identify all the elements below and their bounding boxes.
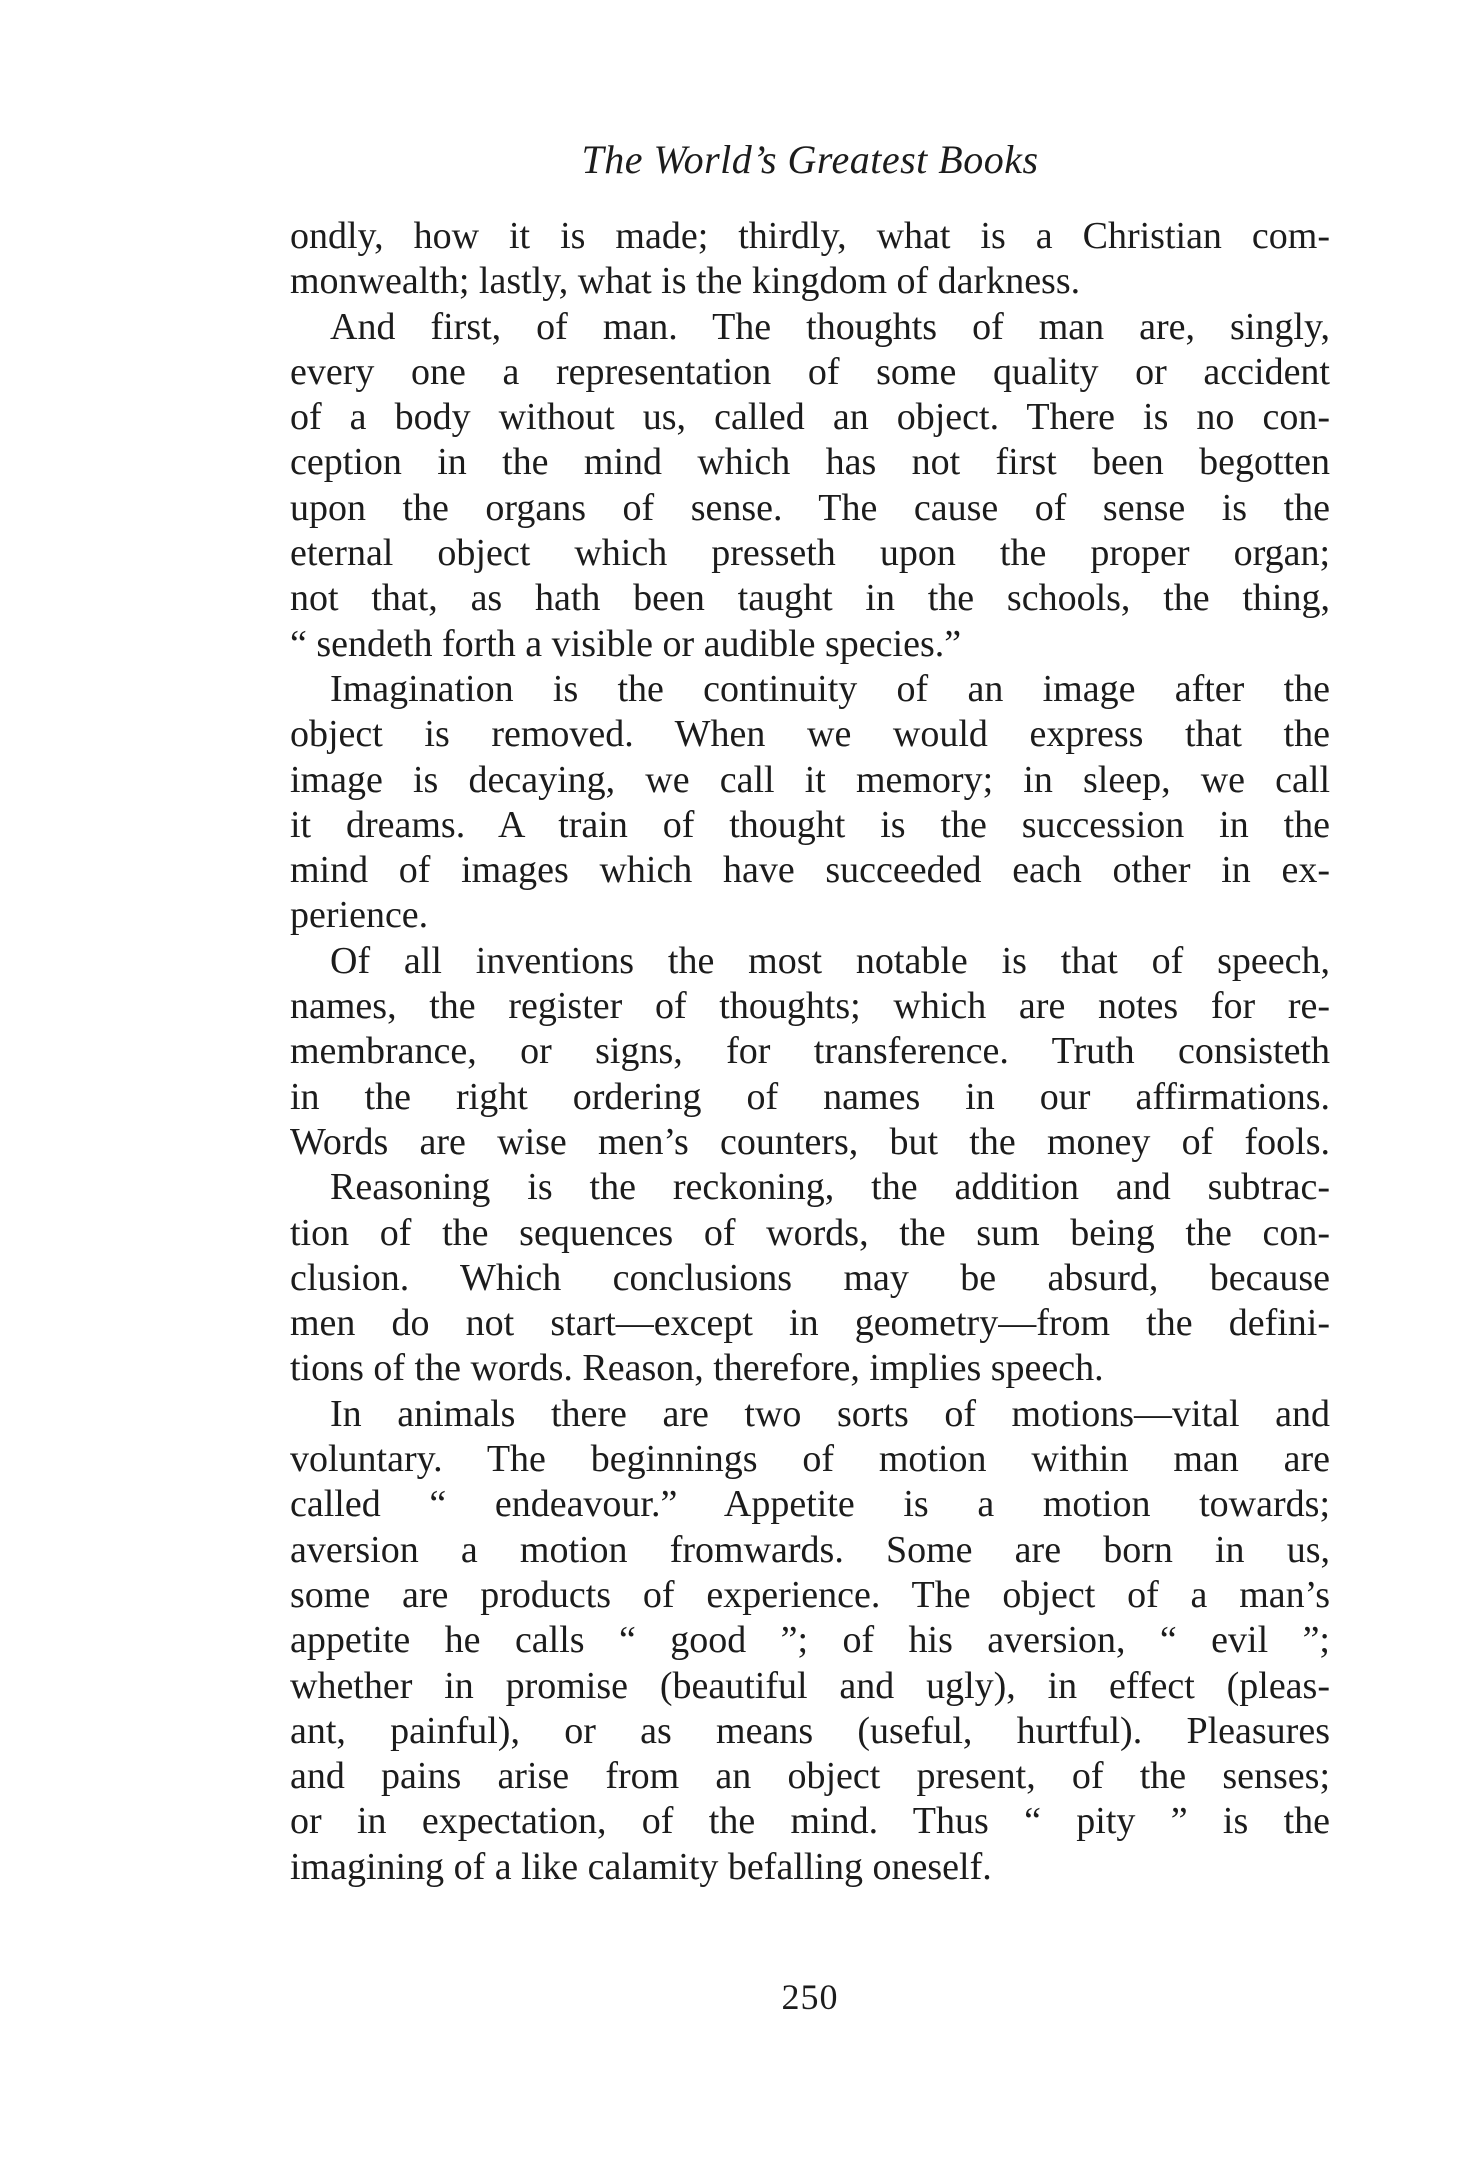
text-line: eternal object which presseth upon the proper organ; xyxy=(290,532,1330,575)
text-line: mind of images which have succeeded each other in ex- xyxy=(290,849,1330,892)
text-line: appetite he calls “ good ”; of his aversion, “ evil ”; xyxy=(290,1619,1330,1662)
text-line: whether in promise (beautiful and ugly), in effect (pleas- xyxy=(290,1664,1330,1707)
text-line: ant, painful), or as means (useful, hurtful). Pleasures xyxy=(290,1709,1330,1752)
text-line: tion of the sequences of words, the sum being the con- xyxy=(290,1211,1330,1254)
page-number: 250 xyxy=(781,1977,839,2017)
text-line: tions of the words. Reason, therefore, implies speech. xyxy=(290,1347,1104,1390)
text-line: some are products of experience. The object of a man’s xyxy=(290,1573,1330,1616)
running-head: The World’s Greatest Books xyxy=(581,137,1039,182)
text-line: voluntary. The beginnings of motion within man are xyxy=(290,1438,1330,1481)
text-line: men do not start—except in geometry—from the defini- xyxy=(290,1302,1330,1345)
text-line: ondly, how it is made; thirdly, what is a Christian com- xyxy=(290,215,1330,257)
text-line: upon the organs of sense. The cause of sense is the xyxy=(290,486,1330,529)
text-line: every one a representation of some quality or accident xyxy=(290,350,1330,393)
text-line: ception in the mind which has not first been begotten xyxy=(290,441,1330,484)
paragraph-first-line: And first, of man. The thoughts of man are, singly, xyxy=(330,305,1330,348)
text-line: called “ endeavour.” Appetite is a motion towards; xyxy=(290,1483,1330,1526)
text-line: it dreams. A train of thought is the succession in the xyxy=(290,803,1330,846)
body-text xyxy=(290,214,1330,1890)
text-line: or in expectation, of the mind. Thus “ pity ” is the xyxy=(290,1800,1330,1843)
text-line: of a body without us, called an object. There is no con- xyxy=(290,396,1330,439)
text-line: perience. xyxy=(290,894,429,937)
text-line: “ sendeth forth a visible or audible species.” xyxy=(290,622,962,665)
text-line: in the right ordering of names in our affirmations. xyxy=(290,1075,1330,1118)
text-line: membrance, or signs, for transference. Truth consisteth xyxy=(290,1030,1330,1073)
text-line: not that, as hath been taught in the schools, the thing, xyxy=(290,577,1330,620)
text-line: aversion a motion fromwards. Some are born in us, xyxy=(290,1528,1330,1571)
text-line: names, the register of thoughts; which are notes for re- xyxy=(290,985,1330,1028)
paragraph-first-line: In animals there are two sorts of motions—vital and xyxy=(330,1392,1330,1435)
text-line: Words are wise men’s counters, but the money of fools. xyxy=(290,1120,1330,1163)
text-line: and pains arise from an object present, of the senses; xyxy=(290,1755,1330,1798)
text-line: monwealth; lastly, what is the kingdom of darkness. xyxy=(290,260,1081,303)
paragraph-first-line: Reasoning is the reckoning, the addition and subtrac- xyxy=(330,1166,1330,1209)
text-line: image is decaying, we call it memory; in sleep, we call xyxy=(290,758,1330,801)
text-line: clusion. Which conclusions may be absurd, because xyxy=(290,1256,1330,1299)
text-line: object is removed. When we would express that the xyxy=(290,713,1330,756)
text-line: imagining of a like calamity befalling oneself. xyxy=(290,1845,992,1888)
paragraph-first-line: Of all inventions the most notable is that of speech, xyxy=(330,939,1330,982)
paragraph-first-line: Imagination is the continuity of an image after the xyxy=(330,667,1330,710)
